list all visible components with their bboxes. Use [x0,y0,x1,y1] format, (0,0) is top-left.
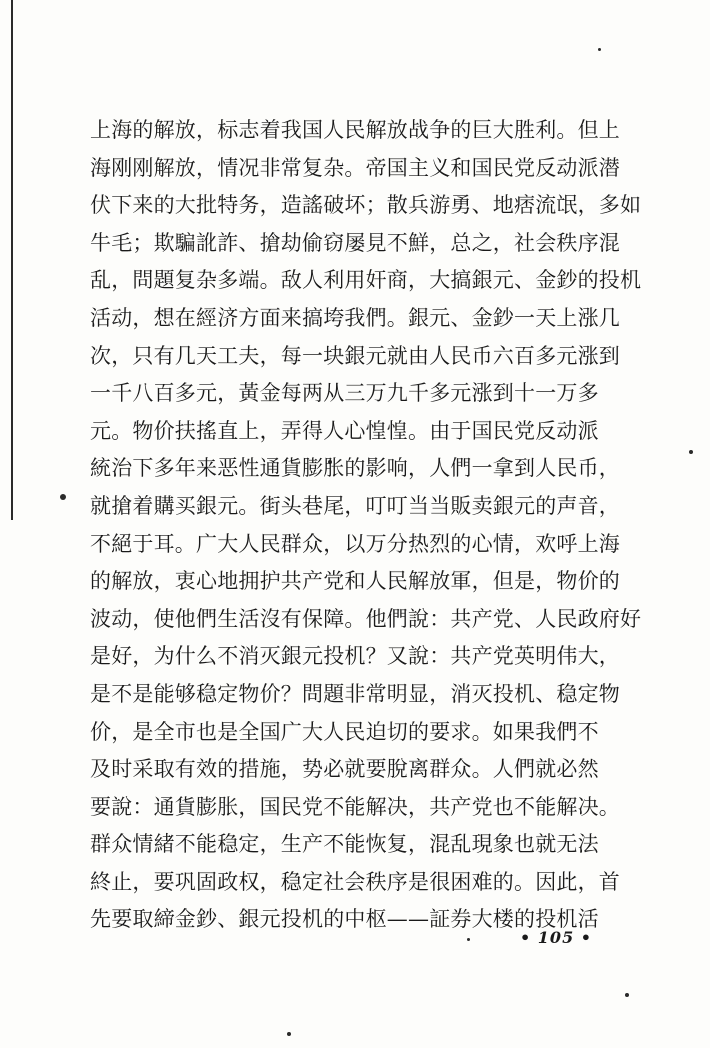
text-line: 群众情緒不能稳定，生产不能恢复，混乱現象也就无法 [90,832,599,857]
text-line: 活动，想在經济方面来搞垮我們。銀元、金鈔一天上涨几 [90,305,620,330]
text-line: 次，只有几天工夫，每一块銀元就由人民币六百多元涨到 [90,343,620,368]
text-line: 先要取締金鈔、銀元投机的中枢——証券大楼的投机活 [90,907,599,932]
ink-speck [598,48,601,51]
text-line: 乱，問題复杂多端。敌人利用奸商，大搞銀元、金鈔的投机 [90,268,642,293]
binding-edge-line [11,0,13,520]
ink-speck [689,450,693,454]
text-line: 一千八百多元，黃金每两从三万九千多元涨到十一万多 [90,381,599,406]
text-line: 要說：通貨膨胀，国民党不能解决，共产党也不能解决。 [90,794,620,819]
body-text [90,112,642,939]
text-line: 波动，使他們生活沒有保障。他們說：共产党、人民政府好 [90,606,642,631]
ink-speck [625,993,629,997]
ink-speck [287,1032,291,1036]
text-line: 海刚刚解放，情况非常复杂。帝国主义和国民党反动派潜 [90,155,620,180]
text-line: 元。物价扶搖直上，弄得人心惶惶。由于国民党反动派 [90,418,599,443]
text-line: 統治下多年来恶性通貨膨胀的影响，人們一拿到人民币， [90,456,620,481]
text-line: 及时采取有效的措施，势必就要脫离群众。人們就必然 [90,757,599,782]
text-line: 終止，要巩固政权，稳定社会秩序是很困难的。因此，首 [90,869,620,894]
text-line: 是不是能够稳定物价？問題非常明显，消灭投机、稳定物 [90,681,620,706]
text-line: 上海的解放，标志着我国人民解放战争的巨大胜利。但上 [90,118,620,142]
ink-speck [60,494,66,500]
text-line: 的解放，衷心地拥护共产党和人民解放軍，但是，物价的 [90,569,620,594]
text-line: 就搶着購买銀元。街头巷尾，叮叮当当販卖銀元的声音， [90,493,620,518]
text-line: 是好，为什么不消灭銀元投机？又說：共产党英明伟大， [90,644,620,669]
page-number: • 105 • [520,928,592,947]
text-line: 伏下来的大批特务，造謠破坏；散兵游勇、地痞流氓，多如 [90,193,642,218]
text-line: 牛毛；欺騙訛詐、搶劫偷窃屡見不鮮，总之，社会秩序混 [90,230,620,255]
text-line: 不絕于耳。广大人民群众，以万分热烈的心情，欢呼上海 [90,531,620,556]
text-line: 价，是全市也是全国广大人民迫切的要求。如果我們不 [90,719,599,744]
